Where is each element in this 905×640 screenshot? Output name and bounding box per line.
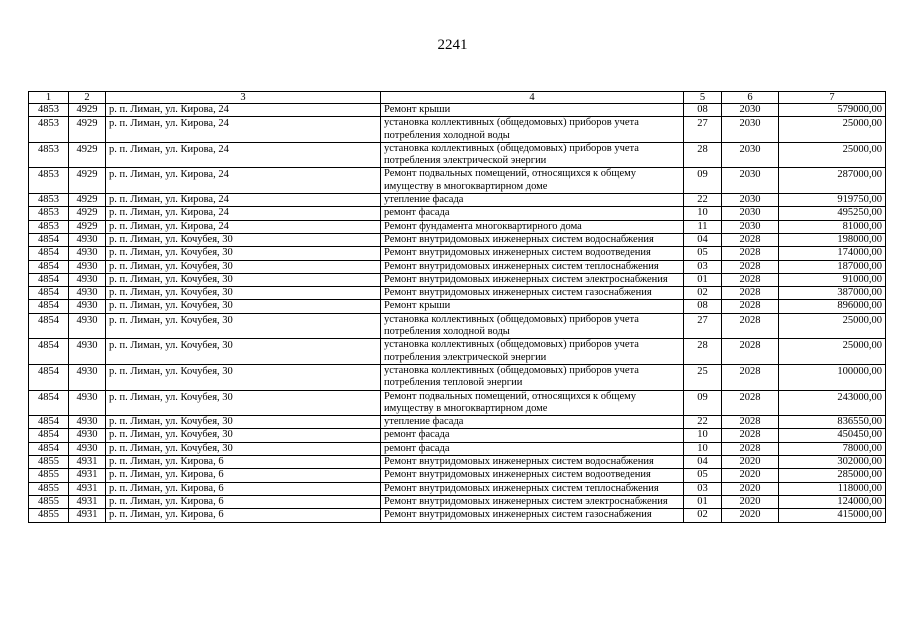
year-cell: 2020	[722, 509, 779, 522]
house-id-cell: 4930	[69, 429, 106, 442]
house-id-cell: 4931	[69, 456, 106, 469]
work-type-cell: установка коллективных (общедомовых) приборов учета потребления электрической энергии	[381, 142, 684, 168]
address-cell: р. п. Лиман, ул. Кирова, 24	[106, 168, 381, 194]
address-cell: р. п. Лиман, ул. Кочубея, 30	[106, 416, 381, 429]
cost-cell: 415000,00	[779, 509, 886, 522]
year-cell: 2028	[722, 429, 779, 442]
work-code-cell: 02	[684, 509, 722, 522]
work-code-cell: 11	[684, 220, 722, 233]
address-cell: р. п. Лиман, ул. Кочубея, 30	[106, 390, 381, 416]
year-cell: 2028	[722, 339, 779, 365]
year-cell: 2020	[722, 469, 779, 482]
table-row	[29, 168, 886, 194]
work-code-cell: 22	[684, 416, 722, 429]
year-cell: 2028	[722, 233, 779, 246]
record-id-cell: 4854	[29, 429, 69, 442]
record-id-cell: 4853	[29, 168, 69, 194]
table-row	[29, 456, 886, 469]
record-id-cell: 4854	[29, 416, 69, 429]
year-cell: 2020	[722, 456, 779, 469]
year-cell: 2030	[722, 104, 779, 117]
record-id-cell: 4854	[29, 390, 69, 416]
work-type-cell: установка коллективных (общедомовых) приборов учета потребления холодной воды	[381, 313, 684, 339]
work-type-cell: Ремонт внутридомовых инженерных систем водоснабжения	[381, 456, 684, 469]
column-header-1: 1	[29, 92, 69, 104]
record-id-cell: 4853	[29, 207, 69, 220]
year-cell: 2020	[722, 495, 779, 508]
address-cell: р. п. Лиман, ул. Кирова, 24	[106, 142, 381, 168]
year-cell: 2030	[722, 142, 779, 168]
address-cell: р. п. Лиман, ул. Кирова, 24	[106, 207, 381, 220]
table-row	[29, 390, 886, 416]
table-row	[29, 273, 886, 286]
record-id-cell: 4854	[29, 442, 69, 455]
work-code-cell: 09	[684, 390, 722, 416]
work-code-cell: 02	[684, 287, 722, 300]
table-row	[29, 194, 886, 207]
record-id-cell: 4855	[29, 495, 69, 508]
work-type-cell: Ремонт внутридомовых инженерных систем газоснабжения	[381, 287, 684, 300]
record-id-cell: 4855	[29, 509, 69, 522]
address-cell: р. п. Лиман, ул. Кочубея, 30	[106, 339, 381, 365]
house-id-cell: 4929	[69, 220, 106, 233]
work-type-cell: ремонт фасада	[381, 442, 684, 455]
work-type-cell: Ремонт внутридомовых инженерных систем электроснабжения	[381, 495, 684, 508]
work-code-cell: 28	[684, 339, 722, 365]
year-cell: 2028	[722, 287, 779, 300]
record-id-cell: 4855	[29, 482, 69, 495]
year-cell: 2028	[722, 260, 779, 273]
cost-cell: 25000,00	[779, 339, 886, 365]
table-row	[29, 247, 886, 260]
table-row	[29, 287, 886, 300]
table-row	[29, 117, 886, 143]
column-header-4: 4	[381, 92, 684, 104]
work-code-cell: 04	[684, 456, 722, 469]
address-cell: р. п. Лиман, ул. Кочубея, 30	[106, 313, 381, 339]
work-code-cell: 05	[684, 469, 722, 482]
record-id-cell: 4853	[29, 104, 69, 117]
table-row	[29, 442, 886, 455]
work-type-cell: Ремонт внутридомовых инженерных систем водоотведения	[381, 247, 684, 260]
work-code-cell: 03	[684, 482, 722, 495]
work-code-cell: 01	[684, 495, 722, 508]
house-id-cell: 4930	[69, 260, 106, 273]
table-row	[29, 364, 886, 390]
house-id-cell: 4930	[69, 442, 106, 455]
house-id-cell: 4929	[69, 194, 106, 207]
table-row	[29, 416, 886, 429]
cost-cell: 919750,00	[779, 194, 886, 207]
year-cell: 2028	[722, 247, 779, 260]
address-cell: р. п. Лиман, ул. Кочубея, 30	[106, 364, 381, 390]
work-code-cell: 05	[684, 247, 722, 260]
cost-cell: 285000,00	[779, 469, 886, 482]
table-row	[29, 233, 886, 246]
cost-cell: 25000,00	[779, 313, 886, 339]
cost-cell: 124000,00	[779, 495, 886, 508]
cost-cell: 836550,00	[779, 416, 886, 429]
record-id-cell: 4855	[29, 456, 69, 469]
cost-cell: 25000,00	[779, 117, 886, 143]
record-id-cell: 4854	[29, 247, 69, 260]
work-type-cell: Ремонт подвальных помещений, относящихся к общему имуществу в многоквартирном доме	[381, 390, 684, 416]
address-cell: р. п. Лиман, ул. Кирова, 24	[106, 194, 381, 207]
work-code-cell: 25	[684, 364, 722, 390]
cost-cell: 198000,00	[779, 233, 886, 246]
house-id-cell: 4930	[69, 287, 106, 300]
record-id-cell: 4854	[29, 364, 69, 390]
table-row	[29, 339, 886, 365]
work-type-cell: Ремонт внутридомовых инженерных систем газоснабжения	[381, 509, 684, 522]
house-id-cell: 4931	[69, 469, 106, 482]
address-cell: р. п. Лиман, ул. Кирова, 24	[106, 220, 381, 233]
address-cell: р. п. Лиман, ул. Кирова, 6	[106, 495, 381, 508]
cost-cell: 243000,00	[779, 390, 886, 416]
work-code-cell: 03	[684, 260, 722, 273]
work-type-cell: ремонт фасада	[381, 207, 684, 220]
column-header-2: 2	[69, 92, 106, 104]
cost-cell: 896000,00	[779, 300, 886, 313]
address-cell: р. п. Лиман, ул. Кирова, 24	[106, 104, 381, 117]
table-row	[29, 207, 886, 220]
address-cell: р. п. Лиман, ул. Кирова, 6	[106, 456, 381, 469]
year-cell: 2020	[722, 482, 779, 495]
cost-cell: 187000,00	[779, 260, 886, 273]
cost-cell: 81000,00	[779, 220, 886, 233]
house-id-cell: 4930	[69, 247, 106, 260]
table-body	[29, 104, 886, 523]
cost-cell: 174000,00	[779, 247, 886, 260]
column-header-5: 5	[684, 92, 722, 104]
cost-cell: 287000,00	[779, 168, 886, 194]
house-id-cell: 4931	[69, 495, 106, 508]
house-id-cell: 4930	[69, 416, 106, 429]
page-number: 2241	[437, 37, 468, 53]
work-type-cell: Ремонт внутридомовых инженерных систем водоотведения	[381, 469, 684, 482]
registry-table	[28, 91, 886, 523]
year-cell: 2030	[722, 194, 779, 207]
work-type-cell: установка коллективных (общедомовых) приборов учета потребления холодной воды	[381, 117, 684, 143]
work-code-cell: 10	[684, 207, 722, 220]
cost-cell: 118000,00	[779, 482, 886, 495]
record-id-cell: 4854	[29, 300, 69, 313]
cost-cell: 302000,00	[779, 456, 886, 469]
work-code-cell: 27	[684, 313, 722, 339]
record-id-cell: 4854	[29, 287, 69, 300]
column-header-7: 7	[779, 92, 886, 104]
table-row	[29, 104, 886, 117]
address-cell: р. п. Лиман, ул. Кочубея, 30	[106, 442, 381, 455]
work-code-cell: 08	[684, 104, 722, 117]
house-id-cell: 4931	[69, 482, 106, 495]
table-row	[29, 495, 886, 508]
address-cell: р. п. Лиман, ул. Кочубея, 30	[106, 300, 381, 313]
table-row	[29, 260, 886, 273]
house-id-cell: 4929	[69, 168, 106, 194]
work-code-cell: 04	[684, 233, 722, 246]
record-id-cell: 4853	[29, 142, 69, 168]
house-id-cell: 4930	[69, 300, 106, 313]
work-type-cell: утепление фасада	[381, 194, 684, 207]
record-id-cell: 4853	[29, 117, 69, 143]
record-id-cell: 4854	[29, 339, 69, 365]
table-row	[29, 469, 886, 482]
work-type-cell: Ремонт фундамента многоквартирного дома	[381, 220, 684, 233]
year-cell: 2028	[722, 416, 779, 429]
work-type-cell: Ремонт внутридомовых инженерных систем водоснабжения	[381, 233, 684, 246]
work-code-cell: 22	[684, 194, 722, 207]
house-id-cell: 4929	[69, 104, 106, 117]
year-cell: 2030	[722, 168, 779, 194]
house-id-cell: 4931	[69, 509, 106, 522]
record-id-cell: 4853	[29, 194, 69, 207]
work-type-cell: Ремонт крыши	[381, 104, 684, 117]
record-id-cell: 4854	[29, 313, 69, 339]
year-cell: 2030	[722, 207, 779, 220]
house-id-cell: 4929	[69, 117, 106, 143]
house-id-cell: 4930	[69, 273, 106, 286]
year-cell: 2028	[722, 300, 779, 313]
address-cell: р. п. Лиман, ул. Кирова, 6	[106, 482, 381, 495]
table-row	[29, 509, 886, 522]
address-cell: р. п. Лиман, ул. Кочубея, 30	[106, 260, 381, 273]
cost-cell: 579000,00	[779, 104, 886, 117]
address-cell: р. п. Лиман, ул. Кочубея, 30	[106, 233, 381, 246]
work-type-cell: Ремонт внутридомовых инженерных систем теплоснабжения	[381, 260, 684, 273]
column-header-3: 3	[106, 92, 381, 104]
work-code-cell: 09	[684, 168, 722, 194]
table-row	[29, 429, 886, 442]
address-cell: р. п. Лиман, ул. Кочубея, 30	[106, 287, 381, 300]
work-code-cell: 10	[684, 442, 722, 455]
cost-cell: 450450,00	[779, 429, 886, 442]
work-type-cell: ремонт фасада	[381, 429, 684, 442]
record-id-cell: 4854	[29, 260, 69, 273]
year-cell: 2030	[722, 220, 779, 233]
work-type-cell: Ремонт внутридомовых инженерных систем электроснабжения	[381, 273, 684, 286]
year-cell: 2030	[722, 117, 779, 143]
house-id-cell: 4929	[69, 207, 106, 220]
work-code-cell: 08	[684, 300, 722, 313]
cost-cell: 78000,00	[779, 442, 886, 455]
address-cell: р. п. Лиман, ул. Кирова, 6	[106, 509, 381, 522]
work-code-cell: 28	[684, 142, 722, 168]
table-row	[29, 313, 886, 339]
year-cell: 2028	[722, 442, 779, 455]
table-row	[29, 142, 886, 168]
house-id-cell: 4930	[69, 233, 106, 246]
work-type-cell: утепление фасада	[381, 416, 684, 429]
work-type-cell: установка коллективных (общедомовых) приборов учета потребления электрической энергии	[381, 339, 684, 365]
house-id-cell: 4930	[69, 364, 106, 390]
house-id-cell: 4930	[69, 339, 106, 365]
work-type-cell: Ремонт подвальных помещений, относящихся к общему имуществу в многоквартирном доме	[381, 168, 684, 194]
table-row	[29, 482, 886, 495]
address-cell: р. п. Лиман, ул. Кочубея, 30	[106, 273, 381, 286]
address-cell: р. п. Лиман, ул. Кирова, 6	[106, 469, 381, 482]
house-id-cell: 4930	[69, 313, 106, 339]
year-cell: 2028	[722, 273, 779, 286]
record-id-cell: 4854	[29, 273, 69, 286]
table-row	[29, 300, 886, 313]
work-type-cell: установка коллективных (общедомовых) приборов учета потребления тепловой энергии	[381, 364, 684, 390]
house-id-cell: 4930	[69, 390, 106, 416]
year-cell: 2028	[722, 313, 779, 339]
work-code-cell: 01	[684, 273, 722, 286]
cost-cell: 495250,00	[779, 207, 886, 220]
cost-cell: 100000,00	[779, 364, 886, 390]
cost-cell: 387000,00	[779, 287, 886, 300]
address-cell: р. п. Лиман, ул. Кочубея, 30	[106, 429, 381, 442]
table-row	[29, 220, 886, 233]
work-type-cell: Ремонт крыши	[381, 300, 684, 313]
cost-cell: 91000,00	[779, 273, 886, 286]
year-cell: 2028	[722, 364, 779, 390]
work-code-cell: 27	[684, 117, 722, 143]
cost-cell: 25000,00	[779, 142, 886, 168]
record-id-cell: 4854	[29, 233, 69, 246]
work-code-cell: 10	[684, 429, 722, 442]
house-id-cell: 4929	[69, 142, 106, 168]
address-cell: р. п. Лиман, ул. Кочубея, 30	[106, 247, 381, 260]
column-header-6: 6	[722, 92, 779, 104]
address-cell: р. п. Лиман, ул. Кирова, 24	[106, 117, 381, 143]
record-id-cell: 4853	[29, 220, 69, 233]
record-id-cell: 4855	[29, 469, 69, 482]
work-type-cell: Ремонт внутридомовых инженерных систем теплоснабжения	[381, 482, 684, 495]
header-row	[29, 92, 886, 104]
year-cell: 2028	[722, 390, 779, 416]
